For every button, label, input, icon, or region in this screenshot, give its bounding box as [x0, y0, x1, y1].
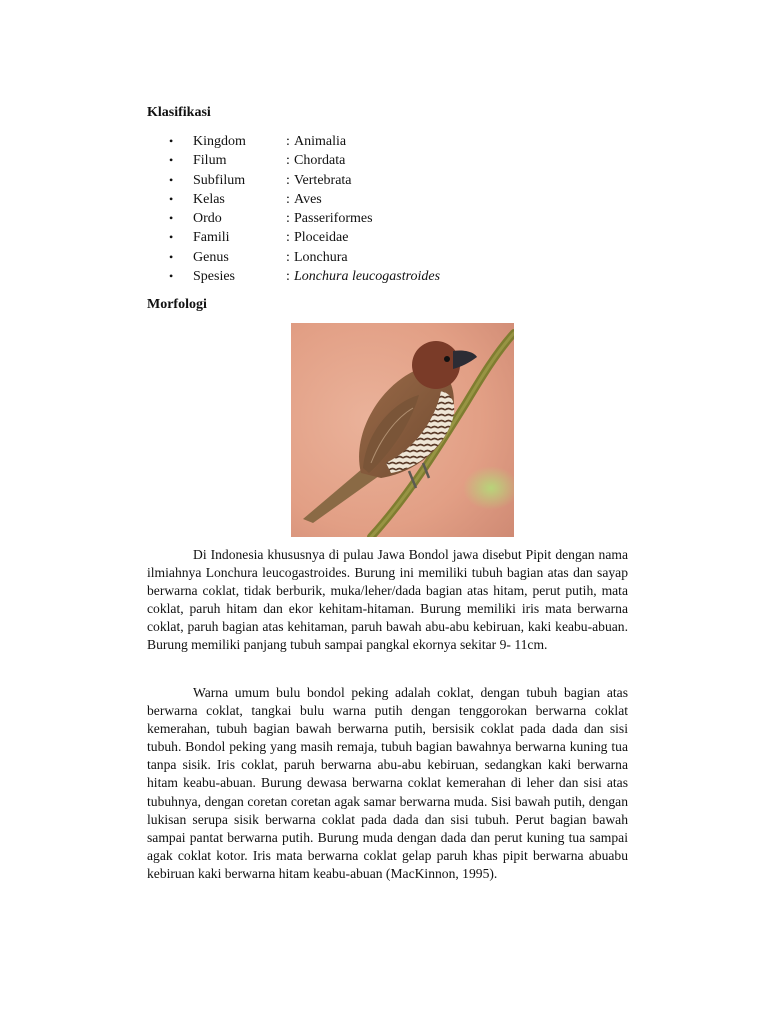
term-value: Lonchura [294, 249, 348, 265]
term-label: Filum [193, 153, 227, 169]
list-item [147, 171, 627, 190]
paragraph: Di Indonesia khususnya di pulau Jawa Bondol jawa disebut Pipit dengan nama ilmiahnya Lonchura leucogastroides. Burung ini memiliki tubuh bagian atas dan sayap berwarna coklat, tidak berburik, muka/leher/dada bagian atas hitam, perut putih, mata coklat, paruh hitam dan ekor kehitam-hitaman. Burung memiliki iris mata berwarna coklat, paruh bagian atas kehitaman, paruh bawah abu-abu kebiruan, kaki keabu-abuan. Burung memiliki panjang tubuh sampai pangkal ekornya sekitar 9- 11cm. [147, 547, 628, 653]
bullet: • [169, 249, 174, 264]
bullet: • [169, 153, 174, 168]
bird-illustration [291, 323, 514, 537]
term-value: Aves [294, 191, 322, 207]
term-value: Vertebrata [294, 172, 352, 188]
term-label: Kingdom [193, 134, 246, 149]
separator: : [286, 134, 290, 149]
species-value: Lonchura leucogastroides [294, 269, 441, 285]
classification-heading: Klasifikasi [147, 105, 211, 120]
bullet: • [169, 172, 174, 187]
term-label: Genus [193, 249, 229, 265]
bullet: • [169, 211, 174, 226]
separator: : [286, 249, 290, 265]
separator: : [286, 269, 290, 285]
bullet: • [169, 134, 174, 148]
bullet: • [169, 230, 174, 245]
separator: : [286, 191, 290, 207]
term-label: Famili [193, 230, 230, 246]
list-item [147, 132, 627, 151]
morphology-heading: Morfologi [147, 297, 207, 312]
list-item [147, 228, 627, 247]
paragraph: Warna umum bulu bondol peking adalah coklat, dengan tubuh bagian atas berwarna coklat, tangkai bulu warna putih dengan tenggorokan berwarna coklat kemerahan, tubuh bagian bawah berwarna putih, bersisik coklat pada dada dan sisi tubuh. Bondol peking yang masih remaja, tubuh bagian bawahnya berwarna kuning tua tanpa sisik. Iris coklat, paruh berwarna abu-abu kebiruan, sedangkan kaki berwarna hitam keabu-abuan. Burung dewasa berwarna coklat kemerahan di leher dan sisi atas tubuhnya, dengan coretan coretan agak samar berwarna muda. Sisi bawah putih, dengan lukisan serupa sisik berwarna coklat pada dada dan sisi tubuh. Perut bagian bawah sampai pantat berwarna putih. Burung muda dengan dada dan perut kuning tua sampai agak coklat kotor. Iris mata berwarna coklat gelap paruh khas pipit berwarna abuabu kebiruan kaki berwarna hitam keabu-abuan (MacKinnon, 1995). [147, 685, 628, 881]
term-label: Ordo [193, 211, 222, 227]
term-value: Chordata [294, 153, 346, 169]
bird-head [412, 341, 460, 389]
separator: : [286, 172, 290, 188]
bird-photo [291, 323, 514, 537]
separator: : [286, 211, 290, 227]
term-label: Spesies [193, 269, 235, 285]
bullet: • [169, 191, 174, 206]
separator: : [286, 230, 290, 246]
list-item [147, 151, 627, 170]
list-item [147, 190, 627, 209]
term-value: Animalia [294, 134, 347, 149]
term-value: Ploceidae [294, 230, 349, 246]
bird-eye [444, 356, 450, 362]
separator: : [286, 153, 290, 169]
bullet: • [169, 269, 174, 284]
list-item [147, 248, 627, 267]
classification-list [147, 132, 627, 286]
term-value: Passeriformes [294, 211, 373, 227]
list-item [147, 267, 627, 286]
term-label: Kelas [193, 191, 225, 207]
term-label: Subfilum [193, 172, 246, 188]
list-item [147, 209, 627, 228]
